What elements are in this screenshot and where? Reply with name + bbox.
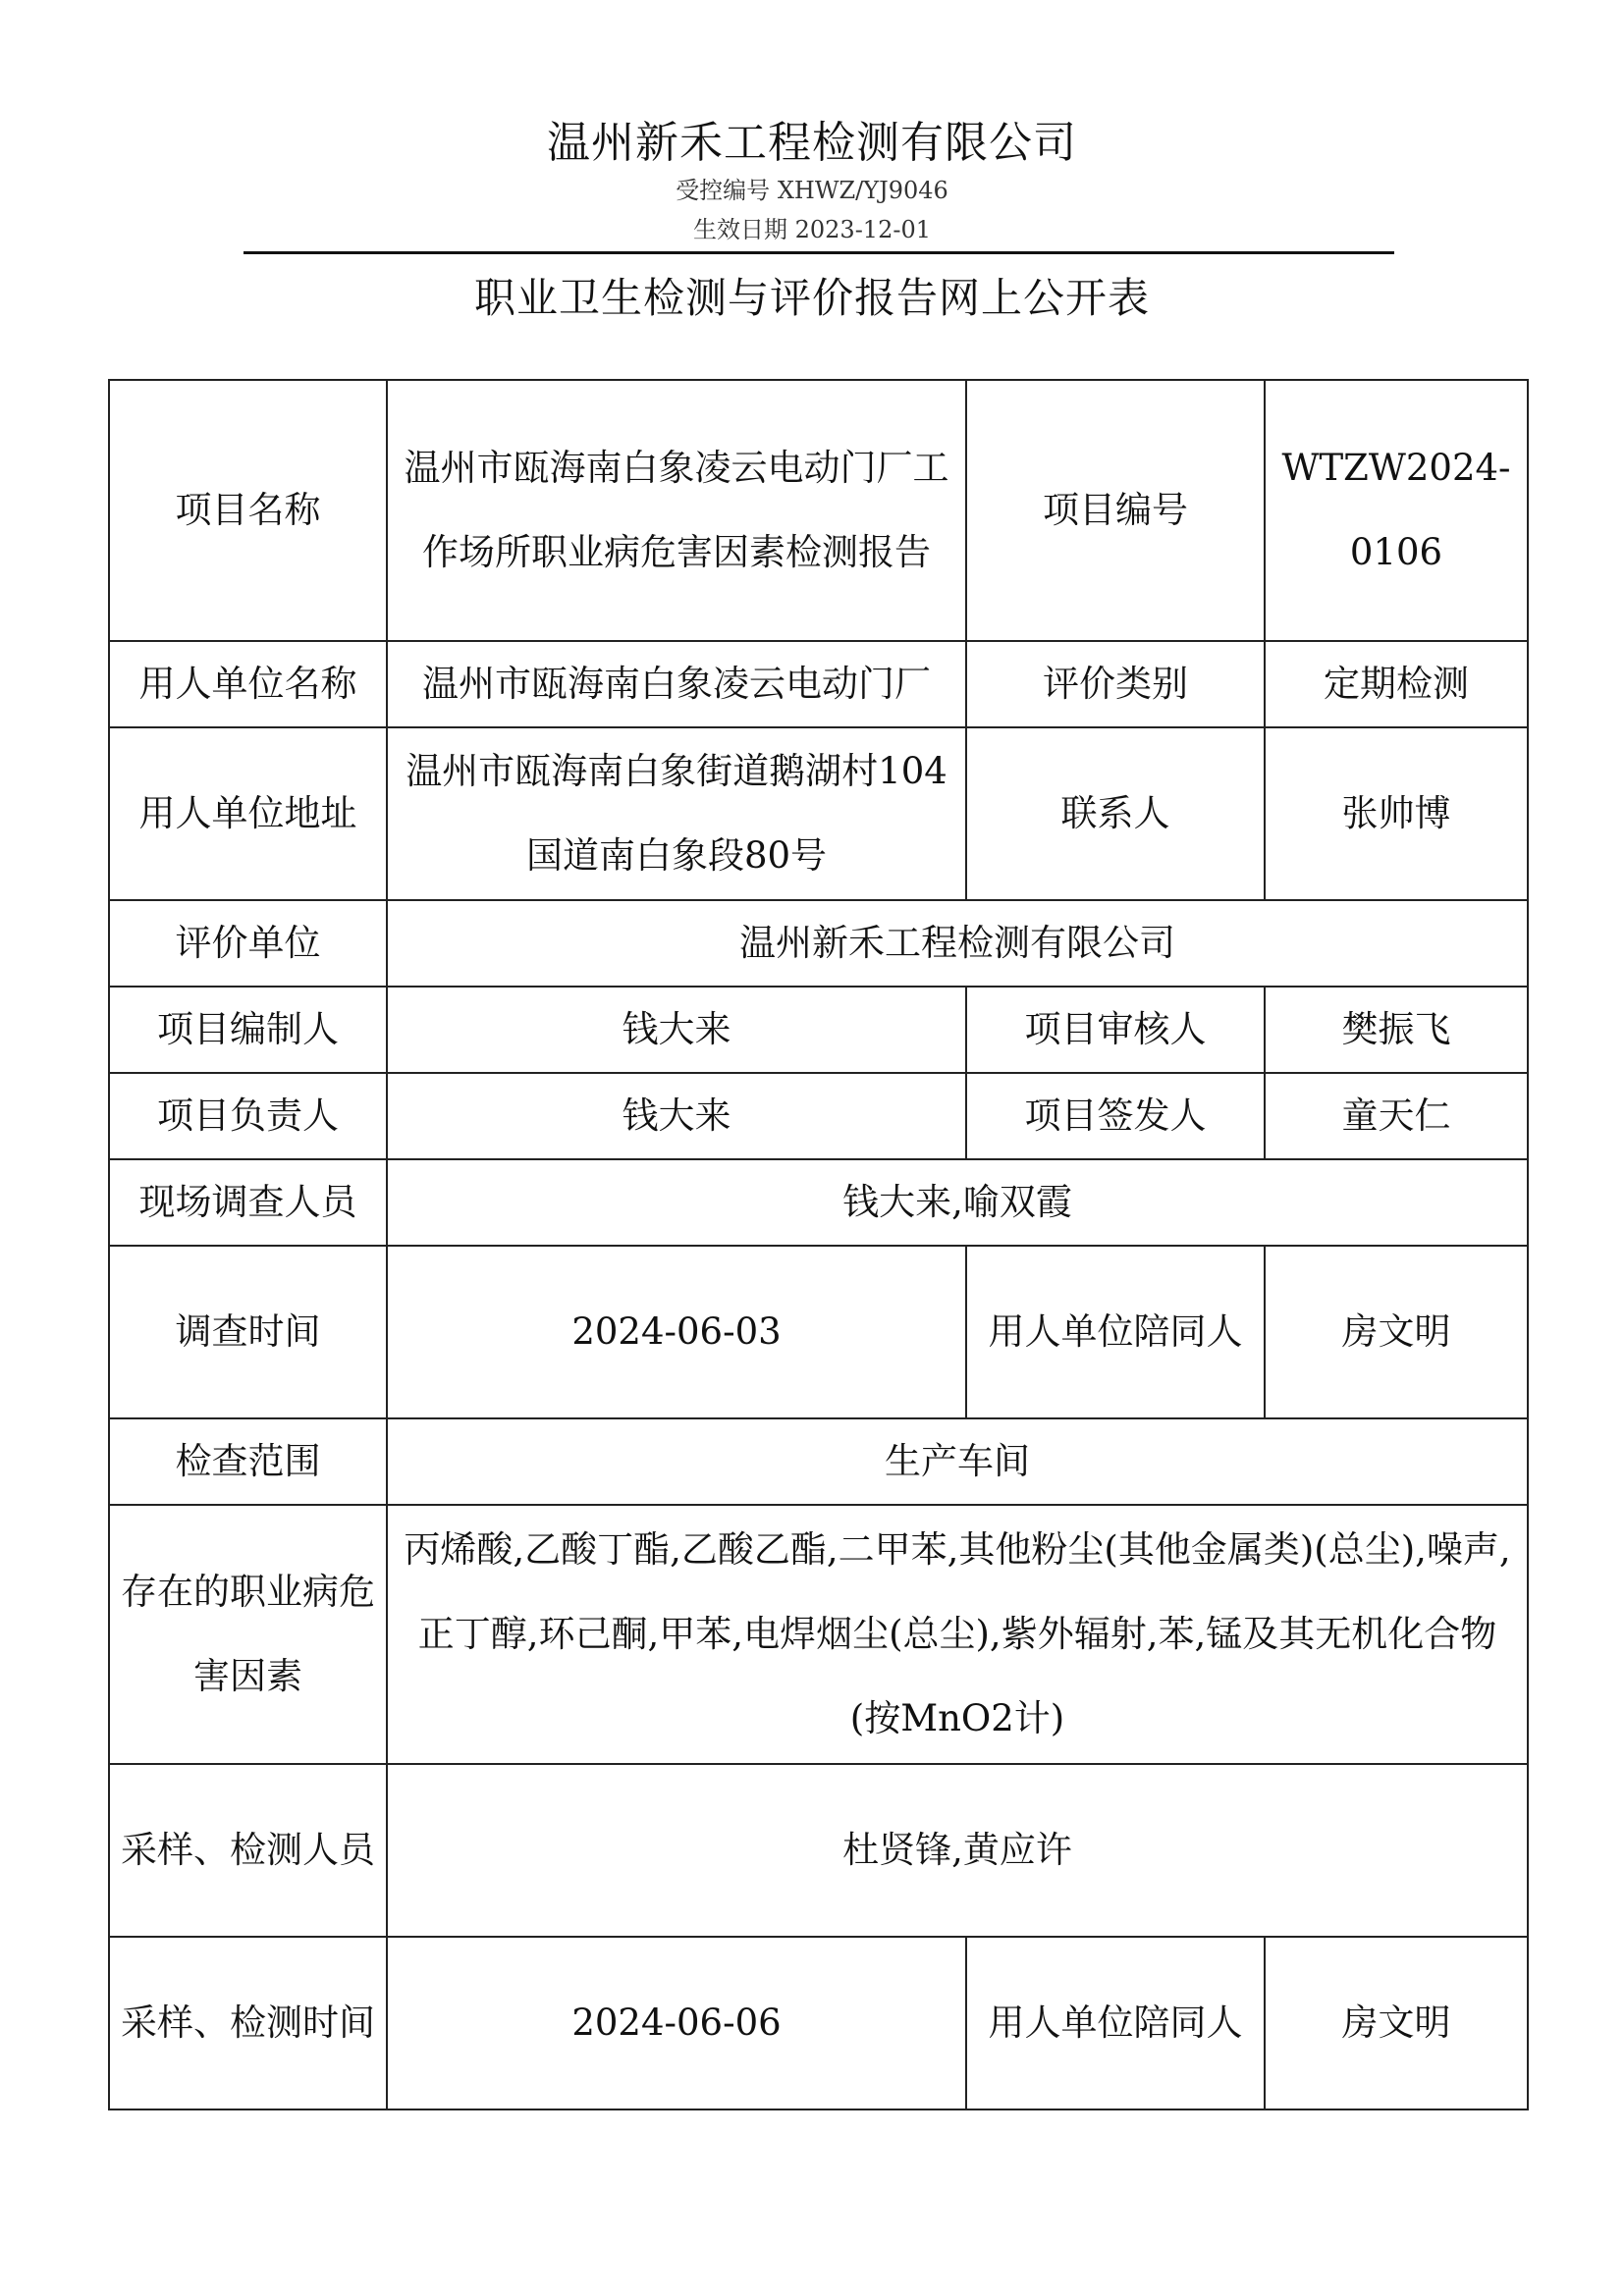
table-row: [109, 641, 1528, 727]
sampling-time-value: 2024-06-06: [387, 1937, 966, 2109]
employer-name-label: 用人单位名称: [109, 641, 387, 727]
header-rule: [244, 251, 1394, 254]
table-row: [109, 1764, 1528, 1937]
table-row: [109, 1246, 1528, 1418]
hazards-value: 丙烯酸,乙酸丁酯,乙酸乙酯,二甲苯,其他粉尘(其他金属类)(总尘),噪声,正丁醇,环己酮,甲苯,电焊烟尘(总尘),紫外辐射,苯,锰及其无机化合物(按MnO2计): [387, 1505, 1528, 1764]
project-name-value: 温州市瓯海南白象凌云电动门厂工作场所职业病危害因素检测报告: [387, 380, 966, 641]
table-row: [109, 1159, 1528, 1246]
sampling-escort-label: 用人单位陪同人: [966, 1937, 1265, 2109]
table-row: [109, 987, 1528, 1073]
project-no-label: 项目编号: [966, 380, 1265, 641]
survey-time-label: 调查时间: [109, 1246, 387, 1418]
disclosure-table: [108, 379, 1529, 2110]
eval-unit-value: 温州新禾工程检测有限公司: [387, 900, 1528, 987]
compiler-label: 项目编制人: [109, 987, 387, 1073]
employer-address-value: 温州市瓯海南白象街道鹅湖村104国道南白象段80号: [387, 727, 966, 900]
effective-date: 生效日期 2023-12-01: [692, 216, 931, 243]
samplers-value: 杜贤锋,黄应许: [387, 1764, 1528, 1937]
contact-value: 张帅博: [1265, 727, 1528, 900]
project-no-value: WTZW2024-0106: [1265, 380, 1528, 641]
company-name: 温州新禾工程检测有限公司: [547, 118, 1077, 168]
scope-value: 生产车间: [387, 1418, 1528, 1505]
table-row: [109, 1505, 1528, 1764]
issuer-value: 童天仁: [1265, 1073, 1528, 1159]
leader-label: 项目负责人: [109, 1073, 387, 1159]
table-row: [109, 1418, 1528, 1505]
employer-address-label: 用人单位地址: [109, 727, 387, 900]
table-row: [109, 900, 1528, 987]
employer-name-value: 温州市瓯海南白象凌云电动门厂: [387, 641, 966, 727]
contact-label: 联系人: [966, 727, 1265, 900]
sampling-time-label: 采样、检测时间: [109, 1937, 387, 2109]
reviewer-label: 项目审核人: [966, 987, 1265, 1073]
table-row: [109, 380, 1528, 641]
sampling-escort-value: 房文明: [1265, 1937, 1528, 2109]
eval-unit-label: 评价单位: [109, 900, 387, 987]
survey-escort-value: 房文明: [1265, 1246, 1528, 1418]
leader-value: 钱大来: [387, 1073, 966, 1159]
control-number: 受控编号 XHWZ/YJ9046: [676, 177, 948, 204]
investigators-value: 钱大来,喻双霞: [387, 1159, 1528, 1246]
investigators-label: 现场调查人员: [109, 1159, 387, 1246]
document-title: 职业卫生检测与评价报告网上公开表: [473, 274, 1150, 322]
compiler-value: 钱大来: [387, 987, 966, 1073]
table-row: [109, 1073, 1528, 1159]
scope-label: 检查范围: [109, 1418, 387, 1505]
samplers-label: 采样、检测人员: [109, 1764, 387, 1937]
reviewer-value: 樊振飞: [1265, 987, 1528, 1073]
table-row: [109, 1937, 1528, 2109]
eval-type-label: 评价类别: [966, 641, 1265, 727]
table-row: [109, 727, 1528, 900]
hazards-label: 存在的职业病危害因素: [109, 1505, 387, 1764]
survey-escort-label: 用人单位陪同人: [966, 1246, 1265, 1418]
eval-type-value: 定期检测: [1265, 641, 1528, 727]
survey-time-value: 2024-06-03: [387, 1246, 966, 1418]
issuer-label: 项目签发人: [966, 1073, 1265, 1159]
project-name-label: 项目名称: [109, 380, 387, 641]
